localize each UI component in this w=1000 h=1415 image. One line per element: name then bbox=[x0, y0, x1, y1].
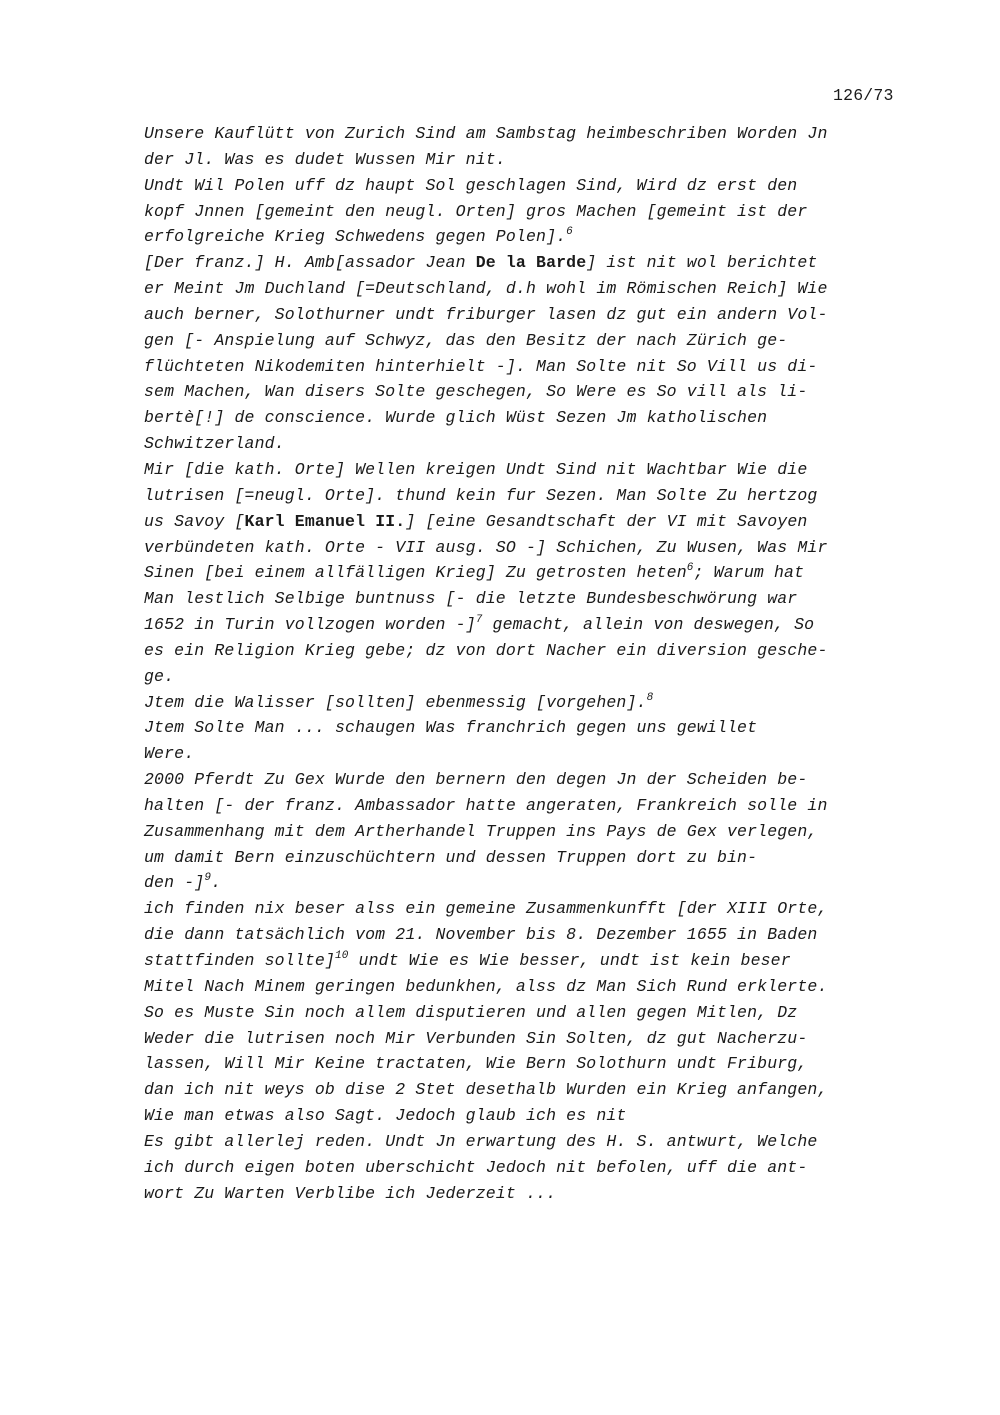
text-segment: Man lestlich Selbige buntnuss [- die letzte Bundesbeschwörung war bbox=[144, 589, 798, 609]
text-segment: Undt Wil Polen uff dz haupt Sol geschlagen Sind, Wird dz erst den bbox=[144, 175, 798, 195]
text-line bbox=[144, 690, 914, 716]
text-line bbox=[144, 896, 914, 922]
page-number: 126/73 bbox=[833, 86, 894, 105]
text-line bbox=[144, 819, 914, 845]
text-segment: flüchteten Nikodemiten hinterhielt -]. Man Solte nit So Vill us di- bbox=[144, 356, 818, 376]
text-line bbox=[144, 870, 914, 896]
text-line bbox=[144, 948, 914, 974]
transcription-body bbox=[144, 121, 914, 1206]
text-line bbox=[144, 431, 914, 457]
text-segment: lutrisen [=neugl. Orte]. thund kein fur Sezen. Man Solte Zu hertzog bbox=[144, 485, 818, 505]
text-segment: Sinen [bei einem allfälligen Krieg] Zu getrosten heten bbox=[144, 563, 687, 583]
text-segment: . bbox=[211, 873, 222, 893]
text-line bbox=[144, 405, 914, 431]
text-segment: Unsere Kauflütt von Zurich Sind am Sambstag heimbeschriben Worden Jn bbox=[144, 124, 828, 143]
text-segment: Wie man etwas also Sagt. Jedoch glaub ich es nit bbox=[144, 1106, 627, 1126]
text-segment: es ein Religion Krieg gebe; dz von dort Nacher ein diversion gesche- bbox=[144, 640, 828, 660]
text-line bbox=[144, 715, 914, 741]
text-line bbox=[144, 457, 914, 483]
text-line bbox=[144, 354, 914, 380]
text-line bbox=[144, 328, 914, 354]
text-line bbox=[144, 1129, 914, 1155]
text-line bbox=[144, 509, 914, 535]
text-line bbox=[144, 1000, 914, 1026]
text-segment: die dann tatsächlich vom 21. November bis 8. Dezember 1655 in Baden bbox=[144, 925, 818, 945]
text-segment: Mir [die kath. Orte] Wellen kreigen Undt Sind nit Wachtbar Wie die bbox=[144, 459, 808, 479]
text-line bbox=[144, 1077, 914, 1103]
text-segment: den -] bbox=[144, 873, 205, 893]
footnote-marker: 9 bbox=[204, 872, 212, 885]
text-line bbox=[144, 250, 914, 276]
text-segment: ] [eine Gesandtschaft der VI mit Savoyen bbox=[405, 511, 808, 531]
text-segment: Jtem Solte Man ... schaugen Was franchrich gegen uns gewillet bbox=[144, 718, 758, 738]
text-segment: us Savoy [ bbox=[144, 511, 245, 531]
text-segment: ich durch eigen boten uberschicht Jedoch nit befolen, uff die ant- bbox=[144, 1157, 808, 1177]
footnote-marker: 7 bbox=[475, 614, 483, 627]
text-line bbox=[144, 767, 914, 793]
person-name: De la Barde bbox=[475, 253, 587, 273]
text-segment: [Der franz.] H. Amb[assador Jean bbox=[144, 253, 476, 273]
text-line bbox=[144, 276, 914, 302]
text-line bbox=[144, 586, 914, 612]
footnote-marker: 6 bbox=[566, 226, 573, 239]
text-segment: der Jl. Was es dudet Wussen Mir nit. bbox=[144, 149, 506, 169]
text-line bbox=[144, 612, 914, 638]
text-segment: verbündeten kath. Orte - VII ausg. SO -] Schichen, Zu Wusen, Was Mir bbox=[144, 537, 828, 557]
text-segment: kopf Jnnen [gemeint den neugl. Orten] gros Machen [gemeint ist der bbox=[144, 201, 808, 221]
text-line bbox=[144, 379, 914, 405]
text-line bbox=[144, 121, 914, 147]
text-line bbox=[144, 1155, 914, 1181]
text-segment: gemacht, allein von deswegen, So bbox=[482, 615, 815, 635]
text-line bbox=[144, 974, 914, 1000]
text-line bbox=[144, 483, 914, 509]
text-segment: stattfinden sollte] bbox=[144, 951, 335, 970]
text-segment: So es Muste Sin noch allem disputieren und allen gegen Mitlen, Dz bbox=[144, 1002, 798, 1022]
text-line bbox=[144, 1103, 914, 1129]
text-segment: 2000 Pferdt Zu Gex Wurde den bernern den degen Jn der Scheiden be- bbox=[144, 770, 808, 790]
text-line bbox=[144, 173, 914, 199]
text-segment: gen [- Anspielung auf Schwyz, das den Besitz der nach Zürich ge- bbox=[144, 330, 788, 350]
text-segment: Mitel Nach Minem geringen bedunkhen, alss dz Man Sich Rund erklerte. bbox=[144, 976, 828, 996]
text-segment: Weder die lutrisen noch Mir Verbunden Sin Solten, dz gut Nacherzu- bbox=[144, 1028, 808, 1048]
footnote-marker: 8 bbox=[646, 691, 654, 704]
text-line bbox=[144, 535, 914, 561]
text-line bbox=[144, 741, 914, 767]
text-line bbox=[144, 302, 914, 328]
person-name: Karl Emanuel II. bbox=[244, 511, 406, 531]
text-line bbox=[144, 922, 914, 948]
text-segment: auch berner, Solothurner undt friburger lasen dz gut ein andern Vol- bbox=[144, 304, 828, 324]
text-line bbox=[144, 793, 914, 819]
text-line bbox=[144, 147, 914, 173]
text-segment: Zusammenhang mit dem Artherhandel Truppen ins Pays de Gex verlegen, bbox=[144, 821, 818, 841]
text-segment: halten [- der franz. Ambassador hatte angeraten, Frankreich solle in bbox=[144, 795, 828, 815]
text-line bbox=[144, 560, 914, 586]
text-line bbox=[144, 1181, 914, 1207]
text-line bbox=[144, 224, 914, 250]
text-segment: erfolgreiche Krieg Schwedens gegen Polen]. bbox=[144, 227, 567, 247]
text-line bbox=[144, 1051, 914, 1077]
text-segment: Es gibt allerlej reden. Undt Jn erwartung des H. S. antwurt, Welche bbox=[144, 1131, 818, 1151]
text-segment: sem Machen, Wan disers Solte geschegen, So Were es So vill als li- bbox=[144, 382, 808, 402]
text-segment: Were. bbox=[144, 744, 195, 764]
text-segment: ; Warum hat bbox=[693, 563, 805, 583]
text-segment: undt Wie es Wie besser, undt ist kein beser bbox=[348, 951, 791, 970]
text-line bbox=[144, 638, 914, 664]
text-segment: Schwitzerland. bbox=[144, 434, 285, 454]
text-line bbox=[144, 1026, 914, 1052]
text-line bbox=[144, 199, 914, 225]
text-segment: ich finden nix beser alss ein gemeine Zusammenkunfft [der XIII Orte, bbox=[144, 899, 828, 919]
footnote-marker: 6 bbox=[686, 562, 694, 575]
text-segment: dan ich nit weys ob dise 2 Stet desethalb Wurden ein Krieg anfangen, bbox=[144, 1080, 828, 1100]
text-segment: lassen, Will Mir Keine tractaten, Wie Bern Solothurn undt Friburg, bbox=[144, 1054, 808, 1074]
text-segment: er Meint Jm Duchland [=Deutschland, d.h wohl im Römischen Reich] Wie bbox=[144, 279, 828, 299]
text-segment: wort Zu Warten Verblibe ich Jederzeit ... bbox=[144, 1183, 557, 1203]
text-segment: ge. bbox=[144, 666, 175, 686]
text-segment: bertè[!] de conscience. Wurde glich Wüst Sezen Jm katholischen bbox=[144, 408, 768, 428]
text-segment: 1652 in Turin vollzogen worden -] bbox=[144, 615, 476, 635]
text-line bbox=[144, 664, 914, 690]
text-line bbox=[144, 845, 914, 871]
text-segment: Jtem die Walisser [sollten] ebenmessig [vorgehen]. bbox=[144, 692, 647, 712]
footnote-marker: 10 bbox=[334, 950, 349, 962]
text-segment: ] ist nit wol berichtet bbox=[586, 253, 818, 273]
text-segment: um damit Bern einzuschüchtern und dessen Truppen dort zu bin- bbox=[144, 847, 758, 867]
